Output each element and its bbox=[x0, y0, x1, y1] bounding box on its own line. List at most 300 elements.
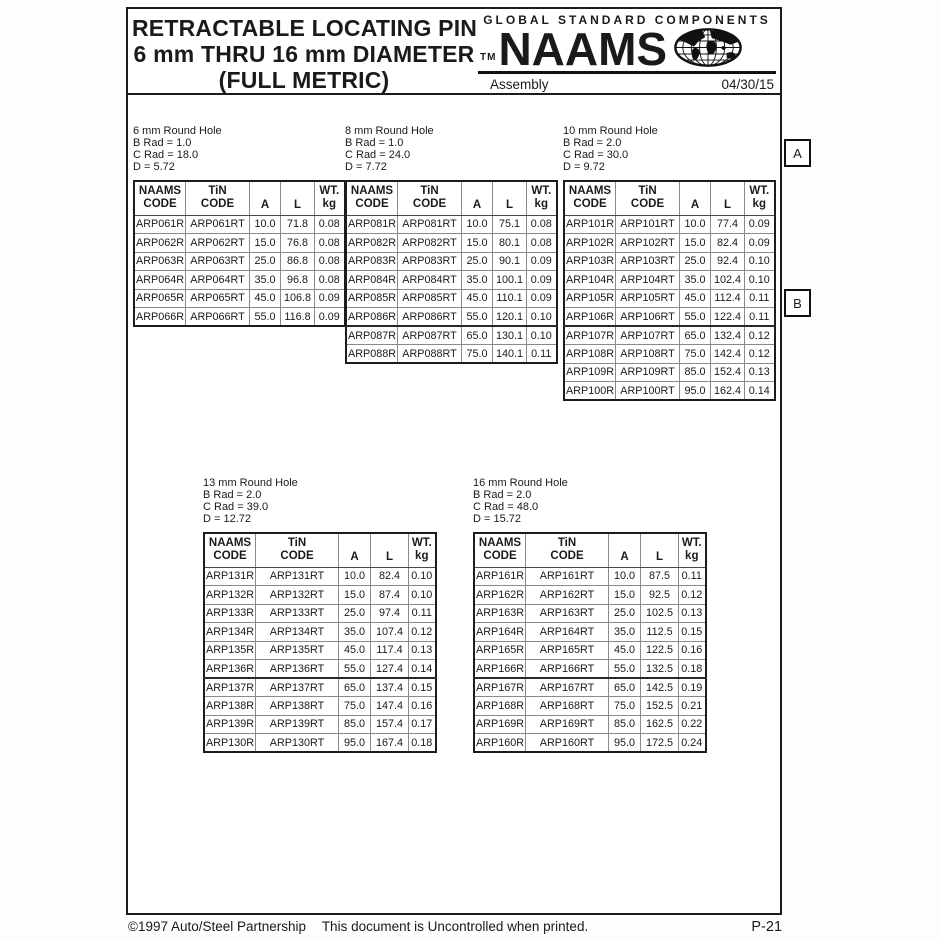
cell: 0.09 bbox=[745, 215, 775, 234]
cell: ARP167R bbox=[474, 678, 526, 697]
table-row bbox=[564, 308, 775, 327]
cell: ARP087RT bbox=[398, 326, 462, 345]
revision-date: 04/30/15 bbox=[721, 77, 774, 92]
cell: 130.1 bbox=[493, 326, 527, 345]
cell: 86.8 bbox=[281, 252, 315, 271]
cell: ARP137RT bbox=[256, 678, 339, 697]
spec-line: D = 7.72 bbox=[345, 161, 387, 173]
cell: ARP084RT bbox=[398, 271, 462, 290]
cell: 15.0 bbox=[462, 234, 493, 253]
cell: 92.5 bbox=[641, 586, 679, 605]
cell: 0.10 bbox=[409, 586, 436, 605]
table-row bbox=[204, 715, 436, 734]
cell: ARP082RT bbox=[398, 234, 462, 253]
column-header: NAAMS CODE bbox=[346, 181, 398, 215]
cell: 10.0 bbox=[680, 215, 711, 234]
column-header: TiN CODE bbox=[256, 533, 339, 567]
column-header: L bbox=[711, 181, 745, 215]
cell: ARP064R bbox=[134, 271, 186, 290]
title-line-2: 6 mm THRU 16 mm DIAMETER bbox=[133, 41, 475, 67]
cell: 25.0 bbox=[680, 252, 711, 271]
table-group-13mm bbox=[203, 477, 437, 753]
cell: 120.1 bbox=[493, 308, 527, 327]
spec-line: B Rad = 1.0 bbox=[345, 137, 404, 149]
cell: ARP085RT bbox=[398, 289, 462, 308]
spec-line: 10 mm Round Hole bbox=[563, 125, 658, 137]
cell: 147.4 bbox=[371, 697, 409, 716]
column-header: WT. kg bbox=[315, 181, 345, 215]
cell: 75.1 bbox=[493, 215, 527, 234]
table-row bbox=[346, 215, 557, 234]
cell: 0.09 bbox=[527, 252, 557, 271]
cell: ARP160R bbox=[474, 734, 526, 753]
cell: ARP104RT bbox=[616, 271, 680, 290]
table-row bbox=[564, 271, 775, 290]
cell: ARP138RT bbox=[256, 697, 339, 716]
cell: ARP066RT bbox=[186, 308, 250, 327]
cell: ARP163RT bbox=[526, 604, 609, 623]
cell: 35.0 bbox=[339, 623, 371, 642]
cell: 25.0 bbox=[250, 252, 281, 271]
cell: 90.1 bbox=[493, 252, 527, 271]
cell: 122.4 bbox=[711, 308, 745, 327]
cell: ARP164RT bbox=[526, 623, 609, 642]
cell: 0.08 bbox=[315, 215, 345, 234]
cell: 65.0 bbox=[339, 678, 371, 697]
cell: 132.5 bbox=[641, 660, 679, 679]
section-marker-b-label: B bbox=[793, 295, 802, 311]
cell: ARP104R bbox=[564, 271, 616, 290]
cell: 0.10 bbox=[527, 326, 557, 345]
cell: ARP109R bbox=[564, 363, 616, 382]
parts-table-10mm bbox=[563, 180, 776, 401]
cell: 75.0 bbox=[339, 697, 371, 716]
cell: 85.0 bbox=[680, 363, 711, 382]
cell: 25.0 bbox=[339, 604, 371, 623]
parts-table-16mm bbox=[473, 532, 707, 753]
cell: ARP103R bbox=[564, 252, 616, 271]
cell: ARP088R bbox=[346, 345, 398, 364]
table-row bbox=[564, 289, 775, 308]
cell: ARP102R bbox=[564, 234, 616, 253]
table-row bbox=[474, 697, 706, 716]
table-row bbox=[204, 586, 436, 605]
cell: 106.8 bbox=[281, 289, 315, 308]
cell: 102.5 bbox=[641, 604, 679, 623]
cell: 0.24 bbox=[679, 734, 706, 753]
spec-line: B Rad = 2.0 bbox=[473, 489, 532, 501]
table-row bbox=[134, 289, 345, 308]
cell: ARP107R bbox=[564, 326, 616, 345]
column-header: L bbox=[641, 533, 679, 567]
column-header: TiN CODE bbox=[526, 533, 609, 567]
cell: 0.09 bbox=[527, 289, 557, 308]
cell: 172.5 bbox=[641, 734, 679, 753]
cell: 35.0 bbox=[609, 623, 641, 642]
column-header: WT. kg bbox=[679, 533, 706, 567]
cell: 0.13 bbox=[679, 604, 706, 623]
table-row bbox=[346, 326, 557, 345]
table-row bbox=[346, 252, 557, 271]
cell: ARP105RT bbox=[616, 289, 680, 308]
spec-line: C Rad = 24.0 bbox=[345, 149, 411, 161]
cell: 65.0 bbox=[462, 326, 493, 345]
column-header: L bbox=[371, 533, 409, 567]
table-row bbox=[564, 363, 775, 382]
cell: ARP106R bbox=[564, 308, 616, 327]
cell: 0.14 bbox=[409, 660, 436, 679]
cell: ARP101RT bbox=[616, 215, 680, 234]
column-header: TiN CODE bbox=[186, 181, 250, 215]
cell: ARP064RT bbox=[186, 271, 250, 290]
cell: ARP102RT bbox=[616, 234, 680, 253]
cell: ARP135R bbox=[204, 641, 256, 660]
cell: ARP062R bbox=[134, 234, 186, 253]
cell: 137.4 bbox=[371, 678, 409, 697]
table-row bbox=[134, 271, 345, 290]
cell: ARP103RT bbox=[616, 252, 680, 271]
table-row bbox=[134, 308, 345, 327]
column-header: NAAMS CODE bbox=[564, 181, 616, 215]
cell: 10.0 bbox=[250, 215, 281, 234]
cell: 15.0 bbox=[609, 586, 641, 605]
cell: ARP165RT bbox=[526, 641, 609, 660]
cell: ARP109RT bbox=[616, 363, 680, 382]
cell: 0.11 bbox=[679, 567, 706, 586]
cell: ARP168RT bbox=[526, 697, 609, 716]
cell: ARP108R bbox=[564, 345, 616, 364]
cell: 142.4 bbox=[711, 345, 745, 364]
cell: ARP164R bbox=[474, 623, 526, 642]
column-header: TiN CODE bbox=[616, 181, 680, 215]
page-footer bbox=[126, 919, 782, 935]
cell: 0.16 bbox=[409, 697, 436, 716]
cell: 0.18 bbox=[409, 734, 436, 753]
cell: 80.1 bbox=[493, 234, 527, 253]
spec-line: 16 mm Round Hole bbox=[473, 477, 568, 489]
brand-logo-row bbox=[478, 23, 776, 75]
cell: ARP132RT bbox=[256, 586, 339, 605]
cell: 45.0 bbox=[462, 289, 493, 308]
copyright-text: ©1997 Auto/Steel Partnership bbox=[128, 919, 307, 934]
cell: 77.4 bbox=[711, 215, 745, 234]
cell: 112.4 bbox=[711, 289, 745, 308]
cell: 0.12 bbox=[745, 326, 775, 345]
spec-line: C Rad = 39.0 bbox=[203, 501, 269, 513]
cell: 116.8 bbox=[281, 308, 315, 327]
column-header: WT. kg bbox=[527, 181, 557, 215]
cell: ARP168R bbox=[474, 697, 526, 716]
cell: ARP132R bbox=[204, 586, 256, 605]
cell: ARP130RT bbox=[256, 734, 339, 753]
cell: ARP084R bbox=[346, 271, 398, 290]
cell: 132.4 bbox=[711, 326, 745, 345]
cell: 162.4 bbox=[711, 382, 745, 401]
cell: ARP062RT bbox=[186, 234, 250, 253]
table-group-16mm bbox=[473, 477, 707, 753]
table-row bbox=[474, 641, 706, 660]
page-number: P-21 bbox=[751, 919, 783, 935]
table-row bbox=[346, 271, 557, 290]
cell: 35.0 bbox=[250, 271, 281, 290]
cell: 0.09 bbox=[745, 234, 775, 253]
table-group-6mm bbox=[133, 125, 346, 327]
cell: ARP166R bbox=[474, 660, 526, 679]
cell: ARP169R bbox=[474, 715, 526, 734]
column-header: A bbox=[339, 533, 371, 567]
spec-line: 13 mm Round Hole bbox=[203, 477, 298, 489]
cell: 167.4 bbox=[371, 734, 409, 753]
table-row bbox=[204, 660, 436, 679]
table-row bbox=[204, 641, 436, 660]
cell: 10.0 bbox=[609, 567, 641, 586]
table-row bbox=[346, 345, 557, 364]
cell: ARP061RT bbox=[186, 215, 250, 234]
brand-name: NAAMS bbox=[498, 23, 668, 75]
cell: ARP131R bbox=[204, 567, 256, 586]
table-row bbox=[204, 678, 436, 697]
cell: 0.09 bbox=[315, 289, 345, 308]
table-row bbox=[134, 252, 345, 271]
section-marker-a-label: A bbox=[793, 145, 802, 161]
cell: 45.0 bbox=[339, 641, 371, 660]
cell: ARP166RT bbox=[526, 660, 609, 679]
cell: ARP086RT bbox=[398, 308, 462, 327]
cell: ARP162RT bbox=[526, 586, 609, 605]
cell: 0.08 bbox=[315, 252, 345, 271]
cell: 25.0 bbox=[609, 604, 641, 623]
cell: ARP130R bbox=[204, 734, 256, 753]
cell: 102.4 bbox=[711, 271, 745, 290]
parts-table-8mm bbox=[345, 180, 558, 364]
cell: 65.0 bbox=[680, 326, 711, 345]
cell: 0.15 bbox=[409, 678, 436, 697]
cell: 76.8 bbox=[281, 234, 315, 253]
cell: 0.14 bbox=[745, 382, 775, 401]
cell: ARP138R bbox=[204, 697, 256, 716]
cell: ARP134RT bbox=[256, 623, 339, 642]
column-header: A bbox=[680, 181, 711, 215]
cell: 122.5 bbox=[641, 641, 679, 660]
cell: ARP081RT bbox=[398, 215, 462, 234]
cell: 55.0 bbox=[462, 308, 493, 327]
cell: 0.08 bbox=[315, 271, 345, 290]
column-header: WT. kg bbox=[745, 181, 775, 215]
cell: 0.18 bbox=[679, 660, 706, 679]
cell: 15.0 bbox=[250, 234, 281, 253]
cell: 0.08 bbox=[527, 215, 557, 234]
cell: ARP133R bbox=[204, 604, 256, 623]
cell: ARP101R bbox=[564, 215, 616, 234]
cell: 0.15 bbox=[679, 623, 706, 642]
spec-line: C Rad = 48.0 bbox=[473, 501, 539, 513]
cell: ARP065R bbox=[134, 289, 186, 308]
table-spec bbox=[133, 125, 346, 173]
cell: 110.1 bbox=[493, 289, 527, 308]
cell: 95.0 bbox=[339, 734, 371, 753]
table-row bbox=[474, 678, 706, 697]
table-group-10mm bbox=[563, 125, 776, 401]
cell: ARP105R bbox=[564, 289, 616, 308]
cell: 0.22 bbox=[679, 715, 706, 734]
table-row bbox=[564, 215, 775, 234]
cell: 152.5 bbox=[641, 697, 679, 716]
cell: 45.0 bbox=[250, 289, 281, 308]
spec-line: C Rad = 18.0 bbox=[133, 149, 199, 161]
cell: 127.4 bbox=[371, 660, 409, 679]
cell: 87.5 bbox=[641, 567, 679, 586]
spec-line: D = 5.72 bbox=[133, 161, 175, 173]
cell: ARP061R bbox=[134, 215, 186, 234]
cell: ARP065RT bbox=[186, 289, 250, 308]
cell: 162.5 bbox=[641, 715, 679, 734]
column-header: L bbox=[493, 181, 527, 215]
cell: ARP081R bbox=[346, 215, 398, 234]
cell: 85.0 bbox=[339, 715, 371, 734]
cell: ARP100R bbox=[564, 382, 616, 401]
cell: ARP136RT bbox=[256, 660, 339, 679]
cell: 0.08 bbox=[527, 234, 557, 253]
page-title bbox=[132, 15, 476, 93]
cell: ARP135RT bbox=[256, 641, 339, 660]
table-header-row bbox=[134, 181, 345, 215]
table-row bbox=[134, 215, 345, 234]
spec-line: D = 9.72 bbox=[563, 161, 605, 173]
cell: 152.4 bbox=[711, 363, 745, 382]
cell: 112.5 bbox=[641, 623, 679, 642]
cell: ARP169RT bbox=[526, 715, 609, 734]
globe-icon bbox=[672, 27, 744, 68]
cell: 0.11 bbox=[527, 345, 557, 364]
cell: 87.4 bbox=[371, 586, 409, 605]
cell: ARP139RT bbox=[256, 715, 339, 734]
cell: ARP160RT bbox=[526, 734, 609, 753]
cell: ARP087R bbox=[346, 326, 398, 345]
cell: 96.8 bbox=[281, 271, 315, 290]
uncontrolled-notice: This document is Uncontrolled when printed. bbox=[321, 919, 589, 934]
cell: 107.4 bbox=[371, 623, 409, 642]
cell: 15.0 bbox=[680, 234, 711, 253]
table-row bbox=[204, 604, 436, 623]
cell: ARP106RT bbox=[616, 308, 680, 327]
brand-block bbox=[478, 13, 776, 92]
spec-line: 8 mm Round Hole bbox=[345, 125, 434, 137]
cell: 142.5 bbox=[641, 678, 679, 697]
cell: 0.12 bbox=[409, 623, 436, 642]
cell: 65.0 bbox=[609, 678, 641, 697]
column-header: NAAMS CODE bbox=[134, 181, 186, 215]
section-marker-a bbox=[784, 139, 811, 167]
spec-line: B Rad = 2.0 bbox=[563, 137, 622, 149]
table-row bbox=[564, 326, 775, 345]
cell: 0.12 bbox=[679, 586, 706, 605]
cell: ARP161RT bbox=[526, 567, 609, 586]
cell: ARP161R bbox=[474, 567, 526, 586]
cell: 71.8 bbox=[281, 215, 315, 234]
cell: 95.0 bbox=[680, 382, 711, 401]
cell: ARP136R bbox=[204, 660, 256, 679]
cell: 0.11 bbox=[409, 604, 436, 623]
cell: 157.4 bbox=[371, 715, 409, 734]
cell: 0.13 bbox=[409, 641, 436, 660]
table-header-row bbox=[564, 181, 775, 215]
table-row bbox=[474, 604, 706, 623]
parts-table-6mm bbox=[133, 180, 346, 327]
table-row bbox=[474, 715, 706, 734]
cell: 82.4 bbox=[711, 234, 745, 253]
cell: 0.13 bbox=[745, 363, 775, 382]
cell: ARP139R bbox=[204, 715, 256, 734]
cell: ARP137R bbox=[204, 678, 256, 697]
cell: ARP063R bbox=[134, 252, 186, 271]
table-row bbox=[564, 345, 775, 364]
column-header: A bbox=[250, 181, 281, 215]
table-header-row bbox=[204, 533, 436, 567]
section-marker-b bbox=[784, 289, 811, 317]
cell: ARP100RT bbox=[616, 382, 680, 401]
cell: ARP085R bbox=[346, 289, 398, 308]
cell: ARP133RT bbox=[256, 604, 339, 623]
cell: 82.4 bbox=[371, 567, 409, 586]
table-row bbox=[474, 586, 706, 605]
cell: 55.0 bbox=[609, 660, 641, 679]
table-group-8mm bbox=[345, 125, 558, 364]
cell: 55.0 bbox=[680, 308, 711, 327]
cell: 0.17 bbox=[409, 715, 436, 734]
cell: ARP066R bbox=[134, 308, 186, 327]
column-header: TiN CODE bbox=[398, 181, 462, 215]
cell: 10.0 bbox=[462, 215, 493, 234]
cell: 15.0 bbox=[339, 586, 371, 605]
document-frame bbox=[126, 7, 782, 915]
cell: ARP082R bbox=[346, 234, 398, 253]
cell: 0.16 bbox=[679, 641, 706, 660]
cell: 25.0 bbox=[462, 252, 493, 271]
title-line-3: (FULL METRIC) bbox=[218, 67, 390, 93]
cell: ARP108RT bbox=[616, 345, 680, 364]
cell: ARP083RT bbox=[398, 252, 462, 271]
table-row bbox=[474, 734, 706, 753]
cell: 0.10 bbox=[745, 271, 775, 290]
spec-line: C Rad = 30.0 bbox=[563, 149, 629, 161]
brand-tagline: GLOBAL STANDARD COMPONENTS bbox=[483, 13, 771, 27]
column-header: L bbox=[281, 181, 315, 215]
cell: 75.0 bbox=[680, 345, 711, 364]
brand-meta-row bbox=[478, 74, 776, 92]
table-row bbox=[204, 567, 436, 586]
cell: 0.12 bbox=[745, 345, 775, 364]
column-header: WT. kg bbox=[409, 533, 436, 567]
document-header bbox=[128, 9, 780, 95]
table-spec bbox=[345, 125, 558, 173]
cell: 92.4 bbox=[711, 252, 745, 271]
table-spec bbox=[203, 477, 437, 525]
spec-line: 6 mm Round Hole bbox=[133, 125, 222, 137]
spec-line: B Rad = 1.0 bbox=[133, 137, 192, 149]
cell: 117.4 bbox=[371, 641, 409, 660]
table-row bbox=[474, 660, 706, 679]
cell: 100.1 bbox=[493, 271, 527, 290]
cell: ARP131RT bbox=[256, 567, 339, 586]
table-row bbox=[346, 234, 557, 253]
cell: 55.0 bbox=[250, 308, 281, 327]
cell: 0.08 bbox=[315, 234, 345, 253]
table-row bbox=[564, 382, 775, 401]
cell: 75.0 bbox=[609, 697, 641, 716]
table-spec bbox=[473, 477, 707, 525]
table-header-row bbox=[346, 181, 557, 215]
cell: 0.09 bbox=[315, 308, 345, 327]
